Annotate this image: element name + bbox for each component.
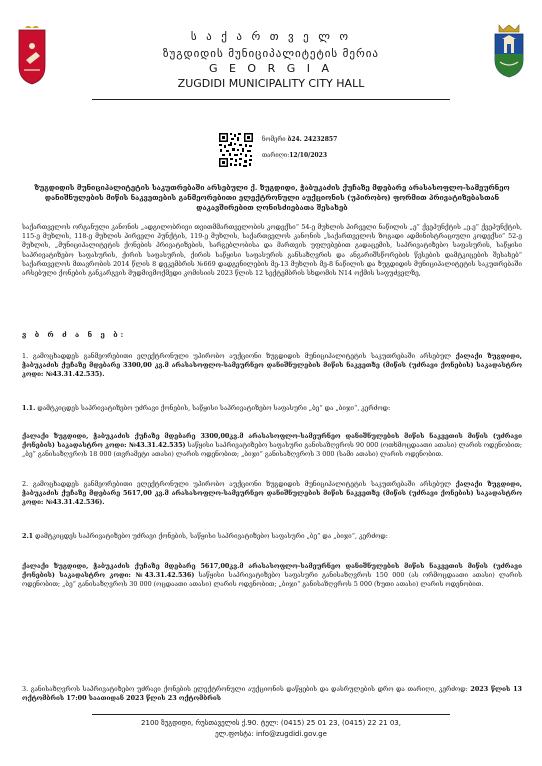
orders-heading: ვ ბ რ ძ ა ნ ე ბ: xyxy=(22,330,127,339)
paragraph-2 xyxy=(22,480,522,508)
paragraph-1 xyxy=(22,352,522,380)
paragraph-3-text: 3. განისაზღვროს საპრივატიზებო უძრავი ქონების ელექტრონული აუქციონის დაწყების და დასრულების დრო და თარიღი, კერძოდ: xyxy=(22,685,468,693)
paragraph-3-dates: 2023 წლის 13 ოქტომბრის 17:00 საათიდან 2023 წლის 23 ოქტომბრის xyxy=(22,685,522,703)
letterhead xyxy=(80,30,462,91)
paragraph-1-1-text: დამტკიცდეს საპრივატიზებო უძრავი ქონების, საწყისი საპრივატიზებო საფასური „ბე“ და „ბიჯი“, კერძოდ: xyxy=(37,404,391,412)
authority-name-english: ZUGDIDI MUNICIPALITY CITY HALL xyxy=(177,77,365,90)
registration-date-value: 12/10/2023 xyxy=(289,152,328,159)
footer-address: 2100 ზუგდიდი, რუსთაველის ქ.90. ტელ: (0415) 25 01 23, (0415) 22 21 03, xyxy=(141,719,401,727)
preamble-paragraph: საქართველოს ორგანული კანონის „ადგილობრივი თვითმმართველობის კოდექსი“ 54-ე მუხლის პირველი ნაწილის „ე“ ქვეპუნქტის „ე.ე“ ქვეპუნქტის, 115-ე მუხლის, 118-ე მუხლის პირველი პუნქტის, 119-ე მუხლის, საქართველოს კანონის „საქართველოს ზოგადი ადმინისტრაციული კოდექსი“ 52-ე მუხლის, „მუნიციპალიტეტის ქონების პრივატიზების, სარგებლობისა და მართვის უფლებებით გადაცემის, საპრივატიზებო საფასურის, საწყისი საპრივატიზებო საფასურის, ქირის საფასურის, ქირის საწყისი საფასურის განსაზღვრის და ანგარიშსწორების წესების დამტკიცების შესახებ“ საქართველოს მთავრობის 2014 წლის 8 დეკემბრის №669 დადგენილების მე-13 მუხლის მე-8 ნაწილის და ზუგდიდის მუნიციპალიტეტის საკუთრებაში არსებული ქონების განკარგვის მუდმივმოქმედი კომისიის 2023 წლის 12 სექტემბრის სხდომის N14 ოქმის საფუძველზე, xyxy=(22,223,522,278)
paragraph-2-1-property: ქალაქი ზუგდიდი, ჭაბუკაძის ქუჩაზე მდებარე 5617,00კვ.მ არასასოფლო-სამეურნეო დანიშნულების მიწის ნაკვეთის მიწის (უძრავი ქონების) საკადასტრო კოდი: №43.31.42.536) xyxy=(22,562,522,580)
footer-email: ელ.ფოსტა: info@zugdidi.gov.ge xyxy=(215,730,327,738)
paragraph-2-text: 2. გამოცხადდეს განმეორებითი ელექტრონული უპირობო აუქციონი ზუგდიდის მუნიციპალიტეტის საკუთრებაში არსებულ xyxy=(22,480,451,488)
paragraph-1-1 xyxy=(22,404,522,413)
paragraph-2-1-text: დამტკიცდეს საპრივატიზებო უძრავი ქონების, საწყისი საპრივატიზებო საფასური „ბე“ და „ბიჯი“, კერძოდ: xyxy=(35,532,388,540)
paragraph-2-1 xyxy=(22,532,522,541)
georgia-coat-of-arms-icon xyxy=(16,26,48,86)
paragraph-3 xyxy=(22,685,522,703)
registration-number-label: ნომერი xyxy=(262,136,286,143)
paragraph-1-1-property: ქალაქი ზუგდიდი, ჭაბუკაძის ქუჩაზე მდებარე 3300,00კვ.მ არასასოფლო-სამეურნეო დანიშნულების მიწის ნაკვეთის მიწის (უძრავი ქონების) საკადასტრო კოდი: №43.31.42.535) xyxy=(22,432,522,450)
header-divider xyxy=(92,99,450,100)
zugdidi-emblem-icon xyxy=(492,24,526,78)
footer-divider xyxy=(92,714,450,715)
paragraph-2-1-prices: საწყისი საპრივატიზებო საფასური განისაზღვროს 150 000 (ას ორმოცდაათი ათასი) ლარის ოდენობით; „ბე“ განისაზღვროს 30 000 (ოცდაათი ათასი) ლარის ოდენობით; „ბიჯი“ განისაზღვროს 5 000 (ხუთი ათასი) ლარის ოდენობით. xyxy=(22,571,522,589)
footer xyxy=(60,718,482,740)
paragraph-1-property: ქალაქი ზუგდიდი, ჭაბუკაძის ქუჩაზე მდებარე 3300,00 კვ.მ არასასოფლო-სამეურნეო დანიშნულების მიწის ნაკვეთზე (მიწის (უძრავი ქონების) საკადასტრო კოდი: №43.31.42.535). xyxy=(22,352,522,379)
document-title: ზუგდიდის მუნიციპალიტეტის საკუთრებაში არსებული ქ. ზუგდიდი, ჭაბუკაძის ქუჩაზე მდებარე არასასოფლო-სამეურნეო დანიშნულების მიწის ნაკვეთების განმეორებითი ელექტრონული აუქციონის (უპირობო) ფორმით პრივატიზებასთან დაკავშირებით ღონისძიებათა შესახებ xyxy=(34,183,510,212)
country-name-english: G E O R G I A xyxy=(208,62,334,75)
registration-number xyxy=(262,136,337,143)
registration-date-label: თარიღი: xyxy=(262,152,290,159)
paragraph-1-1-number: 1.1. xyxy=(22,404,36,412)
paragraph-1-1-prices: საწყისი საპრივატიზებო საფასური განისაზღვროს 90 000 (ოთხმოცდაათი ათასი) ლარის ოდენობით; „ბე“ განისაზღვროს 18 000 (თვრამეტი ათასი) ლარის ოდენობით; „ბიჯი“ განისაზღვროს 3 000 (სამი ათასი) ლარის ოდენობით. xyxy=(22,441,522,459)
registration-number-value: ბ24. 24232857 xyxy=(287,136,338,143)
registration-date xyxy=(262,152,327,159)
paragraph-2-property: ქალაქი ზუგდიდი, ჭაბუკაძის ქუჩაზე მდებარე 5617,00 კვ.მ არასასოფლო-სამეურნეო დანიშნულების მიწის ნაკვეთზე (მიწის (უძრავი ქონების) საკადასტრო კოდი: №43.31.42.536). xyxy=(22,480,522,507)
authority-name-georgian: ზუგდიდის მუნიციპალიტეტის მერია xyxy=(162,47,380,60)
paragraph-2-1-detail xyxy=(22,562,522,590)
paragraph-1-1-detail xyxy=(22,432,522,460)
paragraph-2-1-number: 2.1 xyxy=(22,532,34,540)
paragraph-1-text: 1. გამოცხადდეს განმეორებითი ელექტრონული უპირობო აუქციონი ზუგდიდის მუნიციპალიტეტის საკუთრებაში არსებულ xyxy=(22,352,451,360)
qr-code-icon xyxy=(218,132,254,168)
country-name-georgian: ს ა ქ ა რ თ ვ ე ლ ო xyxy=(190,30,352,43)
